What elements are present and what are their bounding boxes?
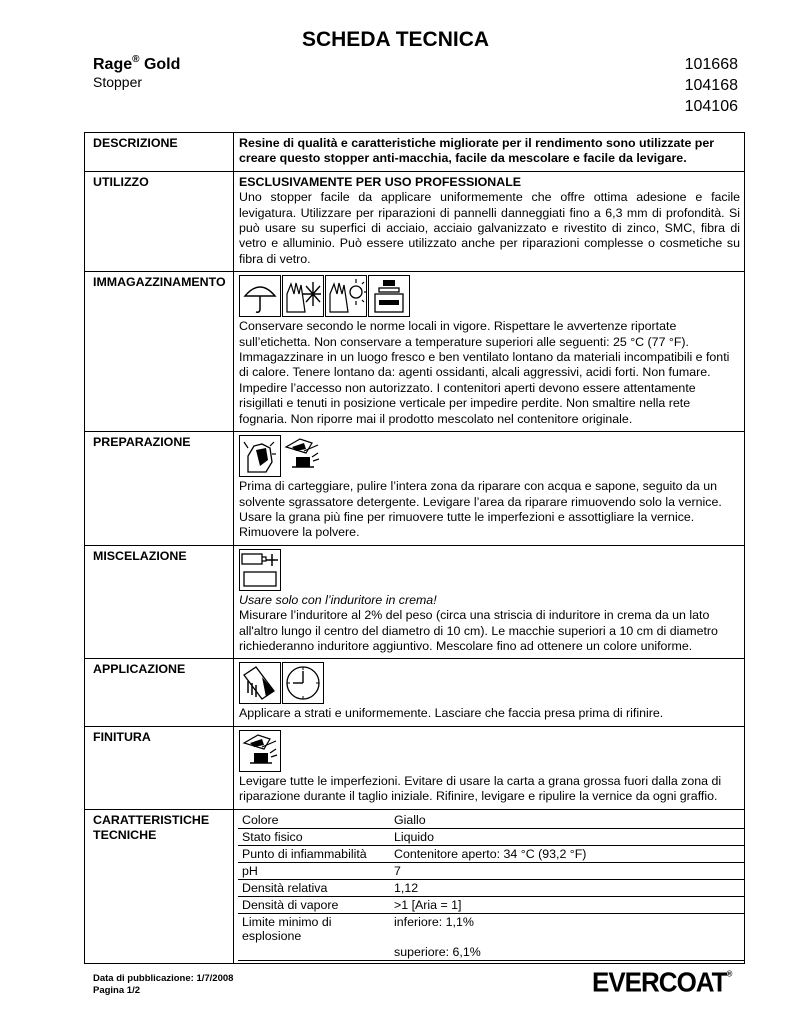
- page-title: SCHEDA TECNICA: [301, 28, 490, 51]
- spec-table: [84, 132, 745, 964]
- sanding-icon: [282, 435, 324, 477]
- row-preparazione: [85, 432, 745, 546]
- product-codes: [685, 54, 738, 117]
- section-label: PREPARAZIONE: [85, 432, 234, 546]
- table-row: Densità di vapore >1 [Aria = 1]: [238, 896, 744, 913]
- table-row: pH 7: [238, 862, 744, 879]
- wash-hands-icon: [239, 435, 281, 477]
- table-row: Punto di infiammabilità Contenitore aperto: 34 °C (93,2 °F): [238, 845, 744, 862]
- no-sun-heat-icon: [325, 275, 367, 317]
- evercoat-logo: EVERCOAT®: [592, 966, 733, 998]
- applicazione-text: Applicare a strati e uniformemente. Lasciare che faccia presa prima di rifinire.: [239, 706, 664, 721]
- no-spill-can-icon: [368, 275, 410, 317]
- section-label: APPLICAZIONE: [85, 659, 234, 726]
- row-applicazione: [85, 659, 745, 726]
- application-icons: [239, 662, 740, 704]
- row-descrizione: [85, 133, 745, 172]
- section-label: DESCRIZIONE: [85, 133, 234, 172]
- mix-hardener-icon: [239, 549, 281, 591]
- mixing-icons: [239, 549, 740, 591]
- preparazione-text: Prima di carteggiare, pulire l’intera zona da riparare con acqua e sapone, seguito da un solvente sgrassatore detergente. Levigare l’area da riparare rimuovendo solo la vernice. Usare la grana più fine per rimuovere tutte le imperfezioni e assottigliare la vernice. Rimuovere la polvere.: [239, 479, 722, 540]
- storage-icons: [239, 275, 740, 317]
- umbrella-icon: [239, 275, 281, 317]
- table-row: Colore Giallo: [238, 812, 744, 829]
- product-subtitle: Stopper: [93, 74, 143, 90]
- footer-info: [93, 973, 233, 997]
- product-code: 104168: [684, 77, 738, 94]
- page-number: Pagina 1/2: [93, 985, 140, 996]
- immagazzinamento-text: Conservare secondo le norme locali in vigore. Rispettare le avvertenze riportate sull’etichetta. Non conservare a temperature superiori alle seguenti: 25 °C (77 °F). Immagazzinare in un luogo fresco e ben ventilato lontano da materiali incompatibili e fonti di calore. Tenere lontano da: agenti ossidanti, alcali aggressivi, acidi forti. Non fumare. Impedire l’accesso non autorizzato. I contenitori aperti devono essere attentamente risigillati e tenuti in posizione verticale per impedire perdite. Non smaltire nella rete fognaria. Non riporre mai il prodotto mescolato nel contenitore originale.: [239, 319, 730, 426]
- preparation-icons: [239, 435, 740, 477]
- properties-table: [238, 812, 744, 961]
- descrizione-text: Resine di qualità e caratteristiche migliorate per il rendimento sono utilizzate per creare questo stopper anti-macchia, facile da mescolare e facile da levigare.: [234, 133, 745, 172]
- section-label: MISCELAZIONE: [85, 545, 234, 659]
- row-utilizzo: [85, 171, 745, 271]
- table-row: Limite minimo di esplosione inferiore: 1,1%: [242, 914, 474, 943]
- row-immagazzinamento: [85, 272, 745, 432]
- table-row: Stato fisico Liquido: [238, 828, 744, 845]
- row-caratteristiche: [85, 809, 745, 963]
- section-label: IMMAGAZZINAMENTO: [85, 272, 234, 432]
- miscelazione-text: Misurare l’induritore al 2% del peso (circa una striscia di induritore in crema da un lato all'altro lungo il centro del diametro di 10 cm). Le macchie superiori a 10 cm di diametro richiederanno induritore aggiuntivo. Mescolare fino ad ottenere un colore uniforme.: [239, 608, 718, 653]
- section-label: UTILIZZO: [85, 171, 234, 271]
- finishing-icons: [239, 730, 740, 772]
- no-freeze-icon: [282, 275, 324, 317]
- utilizzo-text: Uno stopper facile da applicare uniformemente che offre ottima adesione e facile levigatura. Utilizzare per riparazioni di pannelli danneggiati fino a 6,3 mm di profondità. Si può usare su superfici di acciaio, acciaio galvanizzato e rivestito di zinco, SMC, fibra di vetro e alluminio. Può essere utilizzato anche per riparazioni complesse o cosmetiche su fibra di vetro.: [239, 190, 740, 266]
- publication-date: Data di pubblicazione: 1/7/2008: [93, 973, 234, 984]
- table-row: superiore: 6,1%: [238, 944, 744, 961]
- product-code: 104106: [684, 98, 738, 115]
- clock-icon: [282, 662, 324, 704]
- table-row: Densità relativa 1,12: [238, 879, 744, 896]
- product-code: 101668: [684, 56, 738, 73]
- product-name: Rage® Gold: [93, 54, 181, 73]
- sanding-icon: [239, 730, 281, 772]
- utilizzo-heading: ESCLUSIVAMENTE PER USO PROFESSIONALE: [239, 174, 522, 189]
- row-miscelazione: [85, 545, 745, 659]
- row-finitura: [85, 726, 745, 809]
- section-label: FINITURA: [85, 726, 234, 809]
- section-label: CARATTERISTICHE TECNICHE: [85, 809, 234, 963]
- spreader-icon: [239, 662, 281, 704]
- miscelazione-note: Usare solo con l’induritore in crema!: [239, 592, 437, 607]
- finitura-text: Levigare tutte le imperfezioni. Evitare di usare la carta a grana grossa fuori dalla zona di riparazione durante il taglio iniziale. Rifinire, levigare e ripulire la vernice da ogni graffio.: [239, 773, 722, 804]
